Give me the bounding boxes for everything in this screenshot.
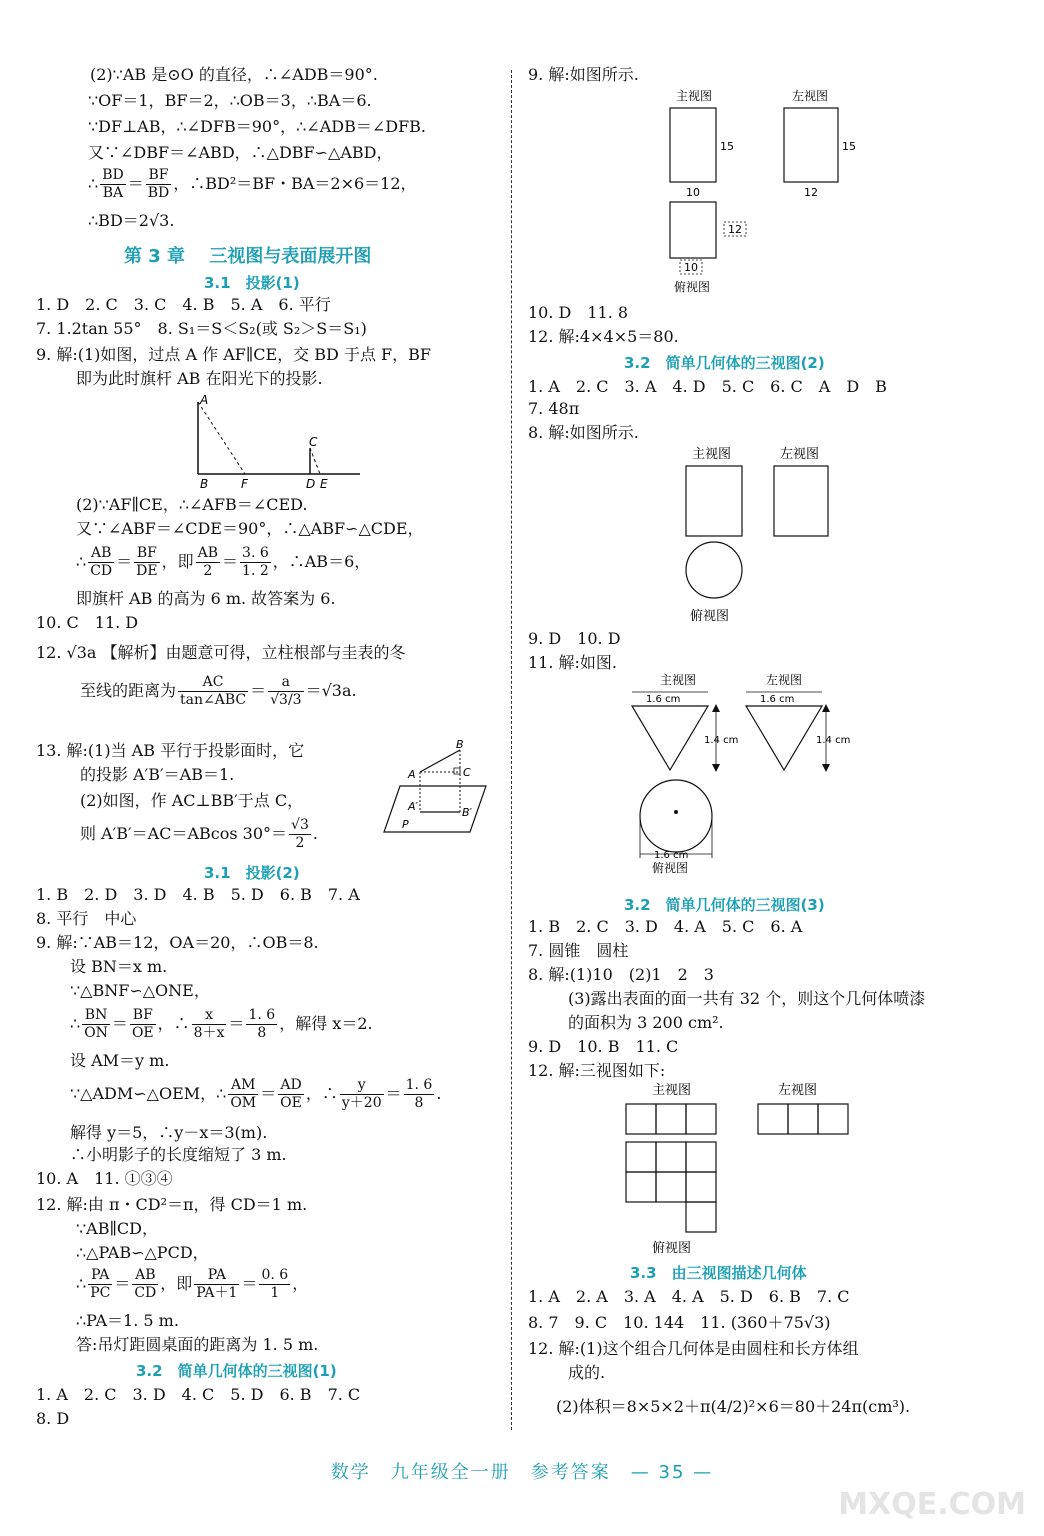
answer-line: 8. 7 9. C 10. 144 11. (360＋75√3): [528, 1313, 831, 1332]
line: 又∵∠ABF＝∠CDE＝90°，∴△ABF∽△CDE，: [76, 519, 424, 538]
section-title: 3.2 简单几何体的三视图(2): [624, 354, 825, 372]
answer-line: 12. 解:三视图如下:: [528, 1061, 666, 1080]
line: ∵△BNF∽△ONE，: [70, 981, 210, 1000]
answer-line: 8. 解:(1)10 (2)1 2 3: [528, 965, 714, 984]
answer-line: 12. √3a 【解析】由题意可得，立柱根部与圭表的冬: [36, 643, 406, 662]
watermark: MXQE.COM: [838, 1487, 1026, 1522]
answer-line: 12. 解:4×4×5＝80.: [528, 327, 679, 346]
three-views-2: [676, 442, 846, 626]
answer-line: 12. 解:由 π・CD²＝π，得 CD＝1 m.: [36, 1195, 308, 1214]
width-label: 12: [804, 186, 818, 199]
fraction-line: ∵△ADM∽△OEM，∴ $\frac{AM}{OM}$ ＝ $\frac{AD}{OE}$ ，∴ $\frac{y}{y+20}$ ＝ $\frac{1. 6}{8}$ .: [70, 1077, 442, 1111]
line: ∴小明影子的长度缩短了 3 m.: [70, 1145, 287, 1164]
depth-label: 12: [728, 223, 742, 236]
top-view-label: 俯视图: [674, 280, 711, 294]
section-title: 3.1 投影(2): [204, 864, 300, 882]
answer-line: 11. 解:如图.: [528, 653, 618, 672]
chapter-title: 第 3 章 三视图与表面展开图: [124, 246, 372, 267]
front-view-label: 主视图: [692, 447, 732, 462]
label-a-prime: A′: [408, 800, 419, 813]
label-b: B: [200, 477, 209, 491]
answer-line: 10. D 11. 8: [528, 303, 629, 322]
answer-line: 10. C 11. D: [36, 613, 139, 632]
line: 成的.: [568, 1363, 606, 1382]
line: ∴BD＝2√3.: [88, 211, 175, 230]
label-b-prime: B′: [462, 806, 473, 819]
label-f: F: [241, 477, 248, 491]
left-view-label: 左视图: [766, 673, 803, 687]
answer-line: 7. 圆锥 圆柱: [528, 941, 629, 960]
label-a: A: [200, 393, 209, 407]
label-p: P: [402, 818, 409, 831]
answer-line: 1. A 2. C 3. A 4. D 5. C 6. C A D B: [528, 377, 887, 396]
page-footer: 数学 九年级全一册 参考答案 — 35 —: [330, 1462, 714, 1483]
answer-line: 9. D 10. B 11. C: [528, 1037, 679, 1056]
shadow-diagram: [190, 392, 370, 492]
front-view-label: 主视图: [652, 1083, 692, 1098]
section-title: 3.2 简单几何体的三视图(1): [136, 1362, 337, 1380]
three-views-3: [620, 672, 860, 876]
answer-line: 7. 48π: [528, 399, 580, 418]
line: 解得 y＝5，∴y－x＝3(m).: [70, 1123, 268, 1142]
projection-diagram: [380, 736, 490, 840]
fraction-line: ∴ $\frac{BD}{BA}$ ＝ $\frac{BF}{BD}$ ，∴BD²＝BF・BA＝2×6＝12，: [88, 167, 417, 201]
top-view-label: 俯视图: [652, 861, 689, 875]
line: ∴PA＝1. 5 m.: [76, 1311, 179, 1330]
width-label: 10: [684, 261, 698, 274]
fraction-line: ∴ $\frac{PA}{PC}$ ＝ $\frac{AB}{CD}$ ，即 $\frac{PA}{PA+1}$ ＝ $\frac{0. 6}{1}$ ，: [76, 1267, 309, 1301]
label-b: B: [456, 738, 464, 751]
label-c: C: [463, 766, 471, 779]
answer-line: 1. A 2. A 3. A 4. A 5. D 6. B 7. C: [528, 1287, 850, 1306]
line: 的面积为 3 200 cm².: [568, 1013, 724, 1032]
fraction-line: ∴ $\frac{BN}{ON}$ ＝ $\frac{BF}{OE}$ ，∴ $\frac{x}{8+x}$ ＝ $\frac{1. 6}{8}$ ，解得 x＝2.: [70, 1007, 373, 1041]
line: 即旗杆 AB 的高为 6 m. 故答案为 6.: [76, 589, 336, 608]
answer-line: 9. 解:∵AB＝12，OA＝20，∴OB＝8.: [36, 933, 319, 952]
column-divider: [511, 70, 512, 1430]
answer-line: 8. D: [36, 1409, 70, 1428]
diameter-label: 1.6 cm: [654, 850, 689, 861]
label-c: C: [309, 435, 318, 449]
line: 答:吊灯距圆桌面的距离为 1. 5 m.: [76, 1335, 319, 1354]
width-label: 1.6 cm: [760, 694, 795, 705]
section-title: 3.2 简单几何体的三视图(3): [624, 896, 825, 914]
section-title: 3.3 由三视图描述几何体: [630, 1264, 807, 1282]
line: 设 BN＝x m.: [70, 957, 168, 976]
three-views-4: [620, 1078, 860, 1258]
label-d: D: [306, 477, 316, 491]
line: (2)体积＝8×5×2＋π(4/2)²×6＝80＋24π(cm³).: [556, 1397, 911, 1416]
section-title: 3.1 投影(1): [204, 274, 300, 292]
answer-line: 9. 解:(1)如图，过点 A 作 AF∥CE，交 BD 于点 F，BF: [36, 345, 431, 364]
answer-line: 8. 平行 中心: [36, 909, 137, 928]
line: (2)∵AF∥CE，∴∠AFB＝∠CED.: [76, 495, 308, 514]
answer-line: 1. B 2. D 3. D 4. B 5. D 6. B 7. A: [36, 885, 360, 904]
line: (2)∵AB 是⊙O 的直径，∴∠ADB＝90°.: [90, 65, 378, 84]
line: (3)露出表面的面一共有 32 个，则这个几何体喷漆: [568, 989, 926, 1008]
label-a: A: [408, 768, 416, 781]
top-view-label: 俯视图: [690, 609, 730, 624]
line: ∵DF⊥AB，∴∠DFB＝90°，∴∠ADB＝∠DFB.: [88, 117, 427, 136]
fraction-line: 至线的距离为 AC tan∠ABC ＝ $\frac{a}{√3/3}$ ＝√3a.: [80, 674, 357, 708]
width-label: 1.6 cm: [646, 694, 681, 705]
answer-line: 1. A 2. C 3. D 4. C 5. D 6. B 7. C: [36, 1385, 361, 1404]
front-view-label: 主视图: [660, 673, 697, 687]
top-view-label: 俯视图: [652, 1241, 692, 1256]
line: ∵OF＝1，BF＝2，∴OB＝3，∴BA＝6.: [88, 91, 372, 110]
answer-line: 9. D 10. D: [528, 629, 621, 648]
answer-line: 10. A 11. ①③④: [36, 1169, 173, 1188]
front-view-label: 主视图: [676, 89, 713, 103]
height-label: 1.4 cm: [816, 735, 851, 746]
height-label: 15: [842, 140, 856, 153]
line: 的投影 A′B′＝AB＝1.: [80, 765, 235, 784]
answer-line: 1. D 2. C 3. C 4. B 5. A 6. 平行: [36, 295, 331, 314]
left-view-label: 左视图: [778, 1083, 818, 1098]
answer-line: 9. 解:如图所示.: [528, 65, 639, 84]
answer-line: 7. 1.2tan 55° 8. S₁＝S＜S₂(或 S₂＞S＝S₁): [36, 319, 367, 338]
left-view-label: 左视图: [792, 89, 829, 103]
line: 又∵∠DBF＝∠ABD，∴△DBF∽△ABD，: [88, 143, 393, 162]
left-view-label: 左视图: [780, 447, 820, 462]
fraction-line: 则 A′B′＝AC＝ABcos 30°＝ $\frac{√3}{2}$ .: [80, 817, 318, 851]
line: 设 AM＝y m.: [70, 1051, 170, 1070]
height-label: 1.4 cm: [704, 735, 739, 746]
fraction-line: ∴ $\frac{AB}{CD}$ ＝ $\frac{BF}{DE}$ ，即 $\frac{AB}{2}$ ＝ $\frac{3. 6}{1. 2}$ ，∴AB＝6，: [76, 545, 371, 579]
three-views-1: [660, 86, 870, 298]
answer-line: 13. 解:(1)当 AB 平行于投影面时，它: [36, 741, 305, 760]
line: 即为此时旗杆 AB 在阳光下的投影.: [76, 369, 323, 388]
width-label: 10: [686, 186, 700, 199]
line: ∴△PAB∽△PCD，: [76, 1243, 209, 1262]
answer-line: 8. 解:如图所示.: [528, 423, 639, 442]
line: ∵AB∥CD，: [76, 1219, 158, 1238]
answer-line: 12. 解:(1)这个组合几何体是由圆柱和长方体组: [528, 1339, 859, 1358]
height-label: 15: [720, 140, 734, 153]
line: (2)如图，作 AC⊥BB′于点 C，: [80, 791, 304, 810]
answer-line: 1. B 2. C 3. D 4. A 5. C 6. A: [528, 917, 803, 936]
label-e: E: [320, 477, 328, 491]
